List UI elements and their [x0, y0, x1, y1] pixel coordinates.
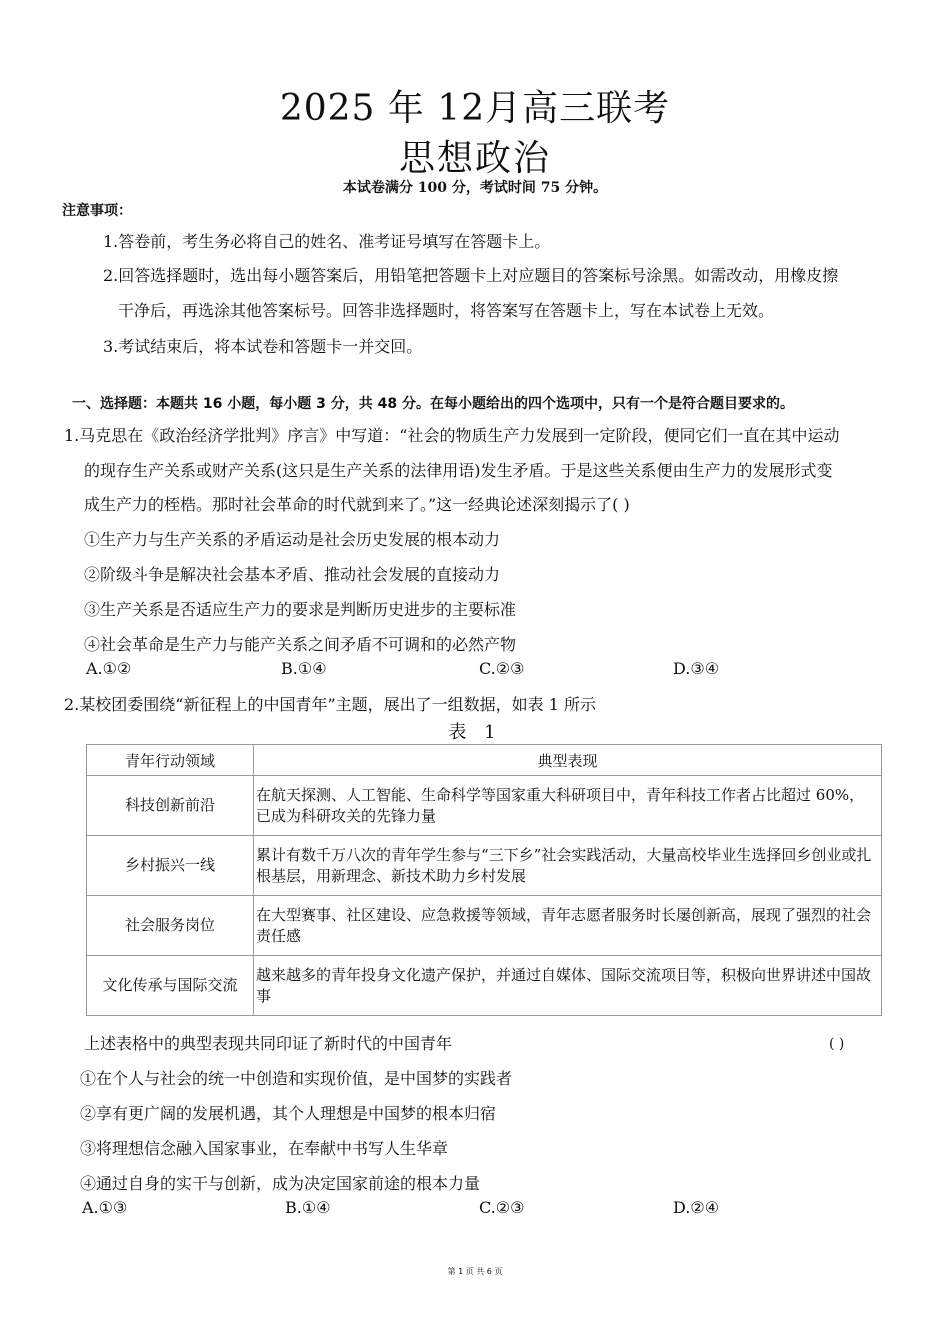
q2-option-d: D.②④	[673, 1198, 720, 1217]
table-row	[87, 776, 882, 836]
data-table	[86, 744, 882, 1016]
q1-statement-4: ④社会革命是生产力与能产关系之间矛盾不可调和的必然产物	[84, 635, 517, 654]
q1-option-d: D.③④	[673, 659, 720, 678]
table-cell-field: 社会服务岗位	[87, 896, 254, 956]
q1-line-3: 成生产力的桎梏。那时社会革命的时代就到来了。”这一经典论述深刻揭示了( )	[84, 495, 630, 514]
table-header-field: 青年行动领域	[87, 745, 254, 776]
q1-statement-1: ①生产力与生产关系的矛盾运动是社会历史发展的根本动力	[84, 530, 501, 549]
table-cell-field: 文化传承与国际交流	[87, 956, 254, 1016]
notice-item-3: 3.考试结束后，将本试卷和答题卡一并交回。	[103, 337, 423, 356]
q1-option-c: C.②③	[479, 659, 525, 678]
q1-option-b: B.①④	[281, 659, 327, 678]
q2-option-b: B.①④	[285, 1198, 331, 1217]
table-caption: 表 1	[448, 722, 502, 743]
table-row	[87, 956, 882, 1016]
q2-question: 上述表格中的典型表现共同印证了新时代的中国青年	[84, 1034, 453, 1053]
q1-statement-3: ③生产关系是否适应生产力的要求是判断历史进步的主要标准	[84, 600, 517, 619]
exam-info: 本试卷满分 100 分，考试时间 75 分钟。	[342, 180, 608, 196]
table-cell-desc: 在航天探测、人工智能、生命科学等国家重大科研项目中，青年科技工作者占比超过 60%，已成为科研攻关的先锋力量	[254, 776, 882, 836]
table-cell-desc: 在大型赛事、社区建设、应急救援等领域，青年志愿者服务时长屡创新高，展现了强烈的社会责任感	[254, 896, 882, 956]
table-header-row	[87, 745, 882, 776]
subject-title: 思想政治	[398, 138, 551, 179]
q2-option-a: A.①③	[82, 1198, 128, 1217]
notice-item-2: 2.回答选择题时，选出每小题答案后，用铅笔把答题卡上对应题目的答案标号涂黑。如需改动，用橡皮擦	[103, 266, 839, 285]
table-cell-desc: 越来越多的青年投身文化遗产保护，并通过自媒体、国际交流项目等，积极向世界讲述中国故事	[254, 956, 882, 1016]
table-header-desc: 典型表现	[254, 745, 882, 776]
q1-line-1: 1.马克思在《政治经济学批判》序言》中写道：“社会的物质生产力发展到一定阶段，便同它们一直在其中运动	[64, 426, 840, 445]
table-row	[87, 896, 882, 956]
notice-item-1: 1.答卷前，考生务必将自己的姓名、准考证号填写在答题卡上。	[103, 232, 551, 251]
table-cell-desc: 累计有数千万八次的青年学生参与“三下乡”社会实践活动，大量高校毕业生选择回乡创业或扎根基层，用新理念、新技术助力乡村发展	[254, 836, 882, 896]
notice-item-2-cont: 干净后，再选涂其他答案标号。回答非选择题时，将答案写在答题卡上，写在本试卷上无效。	[118, 301, 775, 320]
q2-intro: 2.某校团委围绕“新征程上的中国青年”主题，展出了一组数据，如表 1 所示	[64, 695, 596, 714]
exam-title: 2025 年 12月高三联考	[279, 88, 671, 129]
section-heading: 一、选择题：本题共 16 小题，每小题 3 分，共 48 分。在每小题给出的四个选项中，只有一个是符合题目要求的。	[72, 396, 794, 412]
q2-answer-blank: ( )	[829, 1036, 845, 1052]
table-row	[87, 836, 882, 896]
q1-line-2: 的现存生产关系或财产关系(这只是生产关系的法律用语)发生矛盾。于是这些关系便由生产力的发展形式变	[84, 461, 833, 480]
q2-statement-4: ④通过自身的实干与创新，成为决定国家前途的根本力量	[80, 1174, 481, 1193]
notice-heading: 注意事项：	[62, 203, 132, 219]
table-cell-field: 科技创新前沿	[87, 776, 254, 836]
q2-statement-3: ③将理想信念融入国家事业，在奉献中书写人生华章	[80, 1139, 449, 1158]
table-cell-field: 乡村振兴一线	[87, 836, 254, 896]
q1-statement-2: ②阶级斗争是解决社会基本矛盾、推动社会发展的直接动力	[84, 565, 501, 584]
q2-statement-2: ②享有更广阔的发展机遇，其个人理想是中国梦的根本归宿	[80, 1104, 497, 1123]
q2-option-c: C.②③	[479, 1198, 525, 1217]
q2-statement-1: ①在个人与社会的统一中创造和实现价值，是中国梦的实践者	[80, 1069, 513, 1088]
q1-option-a: A.①②	[86, 659, 132, 678]
page-number: 第 1 页 共 6 页	[447, 1267, 503, 1276]
